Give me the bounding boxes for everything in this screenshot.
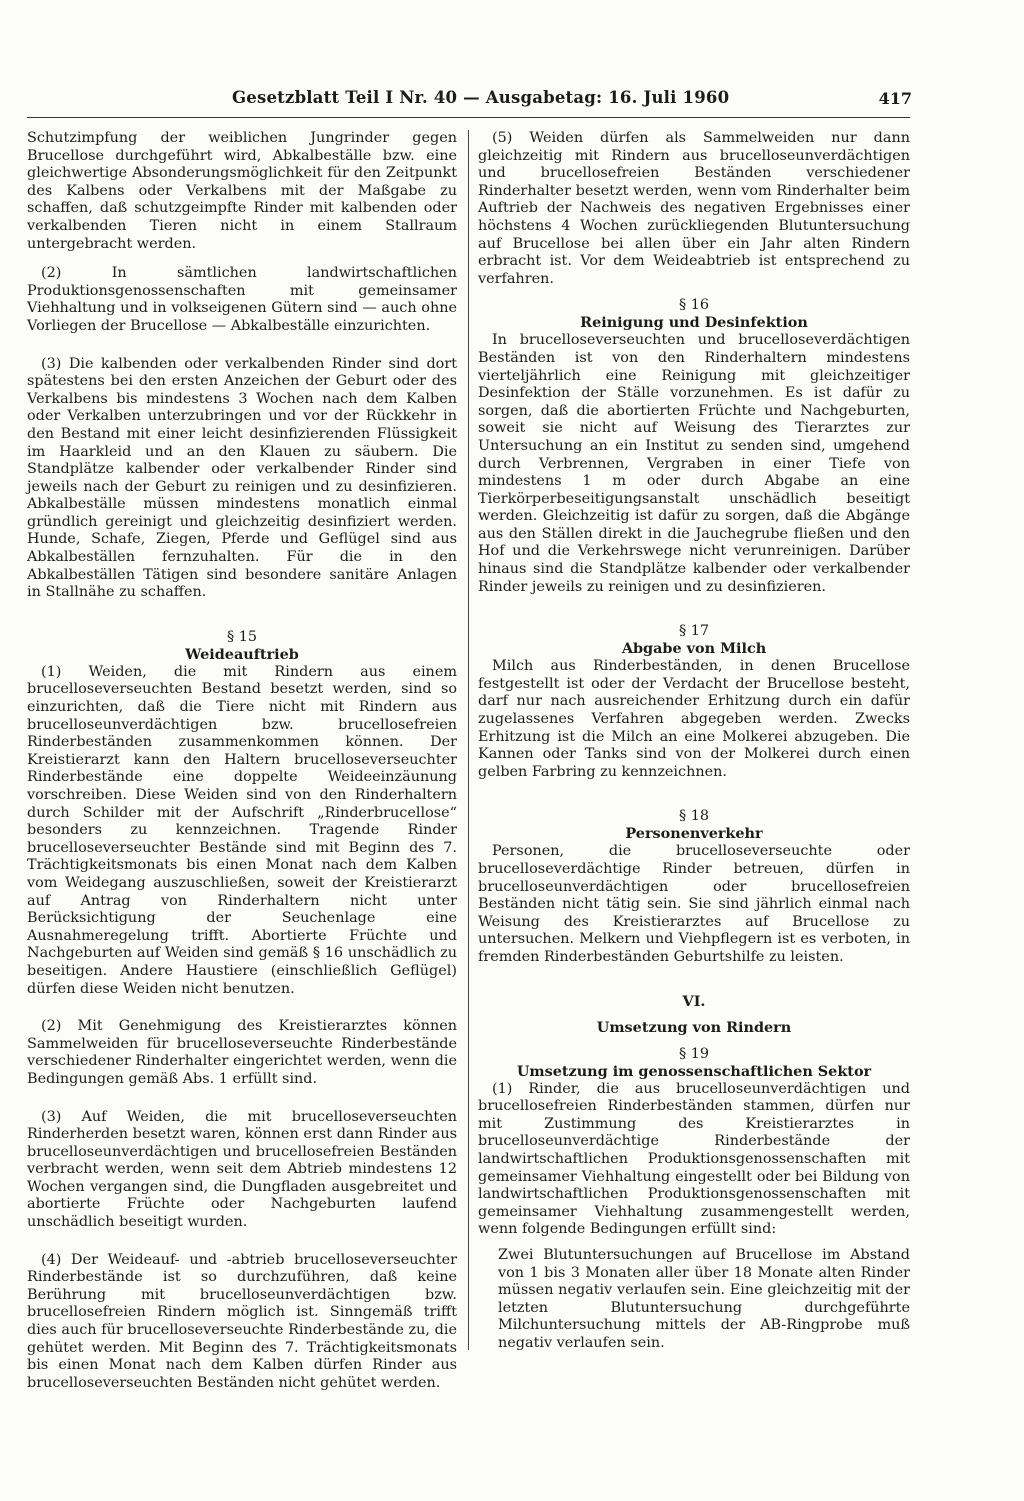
- section-title: Umsetzung im genossenschaftlichen Sektor: [516, 1062, 872, 1080]
- paragraph: (3) Die kalbenden oder verkalbenden Rinder sind dort spätestens bei den ersten Anzeichen der Geburt oder des Verkalbens bis mindestens 3 Wochen nach dem Kalben oder Verkalben unterzubringen und vor der Rückkehr in den Bestand mit einer leicht desinfizierenden Flüssigkeit im Haarkleid und an den Klauen zu säubern. Die Standplätze kalbender oder verkalbender Rinder sind jeweils nach der Geburt zu reinigen und zu desinfizieren. Abkalbeställe müssen mindestens monatlich einmal gründlich gereinigt und gleichzeitig desinfiziert werden. Hunde, Schafe, Ziegen, Pferde und Geflügel sind aus Abkalbeställen fernzuhalten. Für die in den Abkalbeställen Tätigen sind besondere sanitäre Anlagen in Stallnähe zu schaffen.: [27, 355, 457, 601]
- paragraph: Schutzimpfung der weiblichen Jungrinder gegen Brucellose durchgeführt wird, Abkalbeställe bzw. eine gleichwertige Absonderungsmöglichkeit für den Zeitpunkt des Kalbens oder Verkalbens mit der Maßgabe zu schaffen, daß schutzgeimpfte Rinder mit kalbenden oder verkalbenden Tieren nicht in einem Stallraum untergebracht werden.: [27, 130, 457, 252]
- paragraph: Milch aus Rinderbeständen, in denen Brucellose festgestellt ist oder der Verdacht der Brucellose besteht, darf nur nach ausreichender Erhitzung durch ein dafür zugelassenes Verfahren abgegeben werden. Zwecks Erhitzung ist die Milch an eine Molkerei abzugeben. Die Kannen oder Tanks sind von der Molkerei durch einen gelben Farbring zu kennzeichnen.: [478, 658, 910, 780]
- paragraph: In brucelloseverseuchten und brucelloseverdächtigen Beständen ist von den Rinderhaltern mindestens vierteljährlich eine Reinigung mit gleichzeitiger Desinfektion der Ställe vorzunehmen. Es ist dafür zu sorgen, daß die abortierten Früchte und Nachgeburten, soweit sie nicht auf Weisung des Tierarztes zur Untersuchung an ein Institut zu senden sind, umgehend durch Verbrennen, Vergraben in einer Tiefe von mindestens 1 m oder durch Abgabe an eine Tierkörperbeseitigungsanstalt unschädlich beseitigt werden. Gleichzeitig ist dafür zu sorgen, daß die Abgänge aus den Ställen direkt in die Jauchegrube fließen und den Hof und die Verkehrswege nicht verunreinigen. Darüber hinaus sind die Standplätze kalbender oder verkalbender Rinder jeweils zu reinigen und zu desinfizieren.: [478, 332, 910, 595]
- paragraph: (2) In sämtlichen landwirtschaftlichen Produktionsgenossenschaften mit gemeinsamer Viehhaltung und in volkseigenen Gütern sind — auch ohne Vorliegen der Brucellose — Abkalbeställe einzurichten.: [27, 265, 457, 334]
- section-title: Reinigung und Desinfektion: [580, 314, 808, 332]
- paragraph: (5) Weiden dürfen als Sammelweiden nur dann gleichzeitig mit Rindern aus brucelloseunverdächtigen und brucellosefreien Beständen verschiedener Rinderhalter besetzt werden, wenn vom Rinderhalter beim Auftrieb der Nachweis des negativen Ergebnisses einer höchstens 4 Wochen zurückliegenden Blutuntersuchung auf Brucellose bei allen über ein Jahr alten Rindern erbracht ist. Vor dem Weideabtrieb ist entsprechend zu verfahren.: [478, 130, 910, 287]
- paragraph: (1) Rinder, die aus brucelloseunverdächtigen und brucellosefreien Rinderbeständen stammen, dürfen nur mit Zustimmung des Kreistierarztes in brucelloseunverdächtige Rinderbestände der landwirtschaftlichen Produktionsgenossenschaften mit gemeinsamer Viehhaltung eingestellt oder bei Bildung von landwirtschaftlichen Produktionsgenossenschaften mit gemeinsamer Viehhaltung zusammengestellt werden, wenn folgende Bedingungen erfüllt sind:: [478, 1080, 910, 1238]
- section-title: Weideauftrieb: [185, 645, 299, 663]
- section-number: § 15: [226, 628, 258, 645]
- right-column: [478, 130, 910, 1352]
- paragraph: (3) Auf Weiden, die mit brucelloseverseuchten Rinderherden besetzt waren, können erst dann Rinder aus brucelloseunverdächtigen und brucellosefreien Beständen verbracht werden, wenn seit dem Abtrieb mindestens 12 Wochen vergangen sind, die Dungfladen ausgebreitet und abortierte Früchte oder Nachgeburten laufend unschädlich beseitigt wurden.: [27, 1108, 457, 1231]
- column-divider: [468, 130, 469, 1350]
- header-rule: [27, 117, 910, 118]
- paragraph: (2) Mit Genehmigung des Kreistierarztes können Sammelweiden für brucelloseverseuchte Rinderbestände verschiedener Rinderhalter eingerichtet werden, wenn die Bedingungen gemäß Abs. 1 erfüllt sind.: [27, 1018, 457, 1087]
- chapter-title: Umsetzung von Rindern: [596, 1018, 792, 1036]
- paragraph: (1) Weiden, die mit Rindern aus einem brucelloseverseuchten Bestand besetzt werden, sind so einzurichten, daß die Tiere nicht mit Rindern aus brucelloseunverdächtigen bzw. brucellosefreien Rinderbeständen zusammenkommen können. Der Kreistierarzt kann den Haltern brucelloseverseuchter Rinderbestände eine doppelte Weideeinzäunung vorschreiben. Diese Weiden sind von den Rinderhaltern durch Schilder mit der Aufschrift „Rinderbrucellose“ besonders zu kennzeichnen. Tragende Rinder brucelloseverseuchter Bestände sind mit Beginn des 7. Trächtigkeitsmonats bis einen Monat nach dem Kalben vom Weidegang auszuschließen, soweit der Kreistierarzt auf Antrag von Rinderhaltern nicht unter Berücksichtigung der Seuchenlage eine Ausnahmeregelung trifft. Abortierte Früchte und Nachgeburten auf Weiden sind gemäß § 16 unschädlich zu beseitigen. Andere Haustiere (einschließlich Geflügel) dürfen diese Weiden nicht benutzen.: [27, 663, 457, 997]
- section-title: Personenverkehr: [625, 825, 763, 843]
- section-title: Abgabe von Milch: [621, 640, 767, 658]
- paragraph: Personen, die brucelloseverseuchte oder brucelloseverdächtige Rinder betreuen, dürfen in brucelloseunverdächtigen oder brucellosefreien Beständen nicht tätig sein. Sie sind jährlich einmal nach Weisung des Kreistierarztes auf Brucellose zu untersuchen. Melkern und Viehpflegern ist es verboten, in fremden Rinderbeständen Geburtshilfe zu leisten.: [478, 843, 910, 965]
- section-number: § 19: [678, 1045, 710, 1062]
- page-header: [232, 88, 912, 114]
- chapter-number: VI.: [682, 992, 706, 1010]
- indented-condition: Zwei Blutuntersuchungen auf Brucellose im Abstand von 1 bis 3 Monaten aller über 18 Monate alten Rinder müssen negativ verlaufen sein. Eine gleichzeitig mit der letzten Blutuntersuchung durchgeführte Milchuntersuchung mittels der AB-Ringprobe muß negativ verlaufen sein.: [498, 1246, 910, 1351]
- left-column: [27, 130, 457, 1392]
- section-number: § 16: [678, 297, 710, 314]
- section-number: § 17: [678, 623, 710, 640]
- page-number: 417: [878, 89, 912, 108]
- paragraph: (4) Der Weideauf- und -abtrieb brucelloseverseuchter Rinderbestände ist so durchzuführen, daß keine Berührung mit brucelloseunverdächtigen bzw. brucellosefreien Rindern möglich ist. Sinngemäß trifft dies auch für brucelloseverseuchte Rinderbestände zu, die gehütet werden. Mit Beginn des 7. Trächtigkeitsmonats bis einen Monat nach dem Kalben dürfen Rinder aus brucelloseverseuchten Beständen nicht gehütet werden.: [27, 1251, 457, 1391]
- section-number: § 18: [678, 808, 710, 825]
- header-title: Gesetzblatt Teil I Nr. 40 — Ausgabetag: 16. Juli 1960: [232, 88, 730, 107]
